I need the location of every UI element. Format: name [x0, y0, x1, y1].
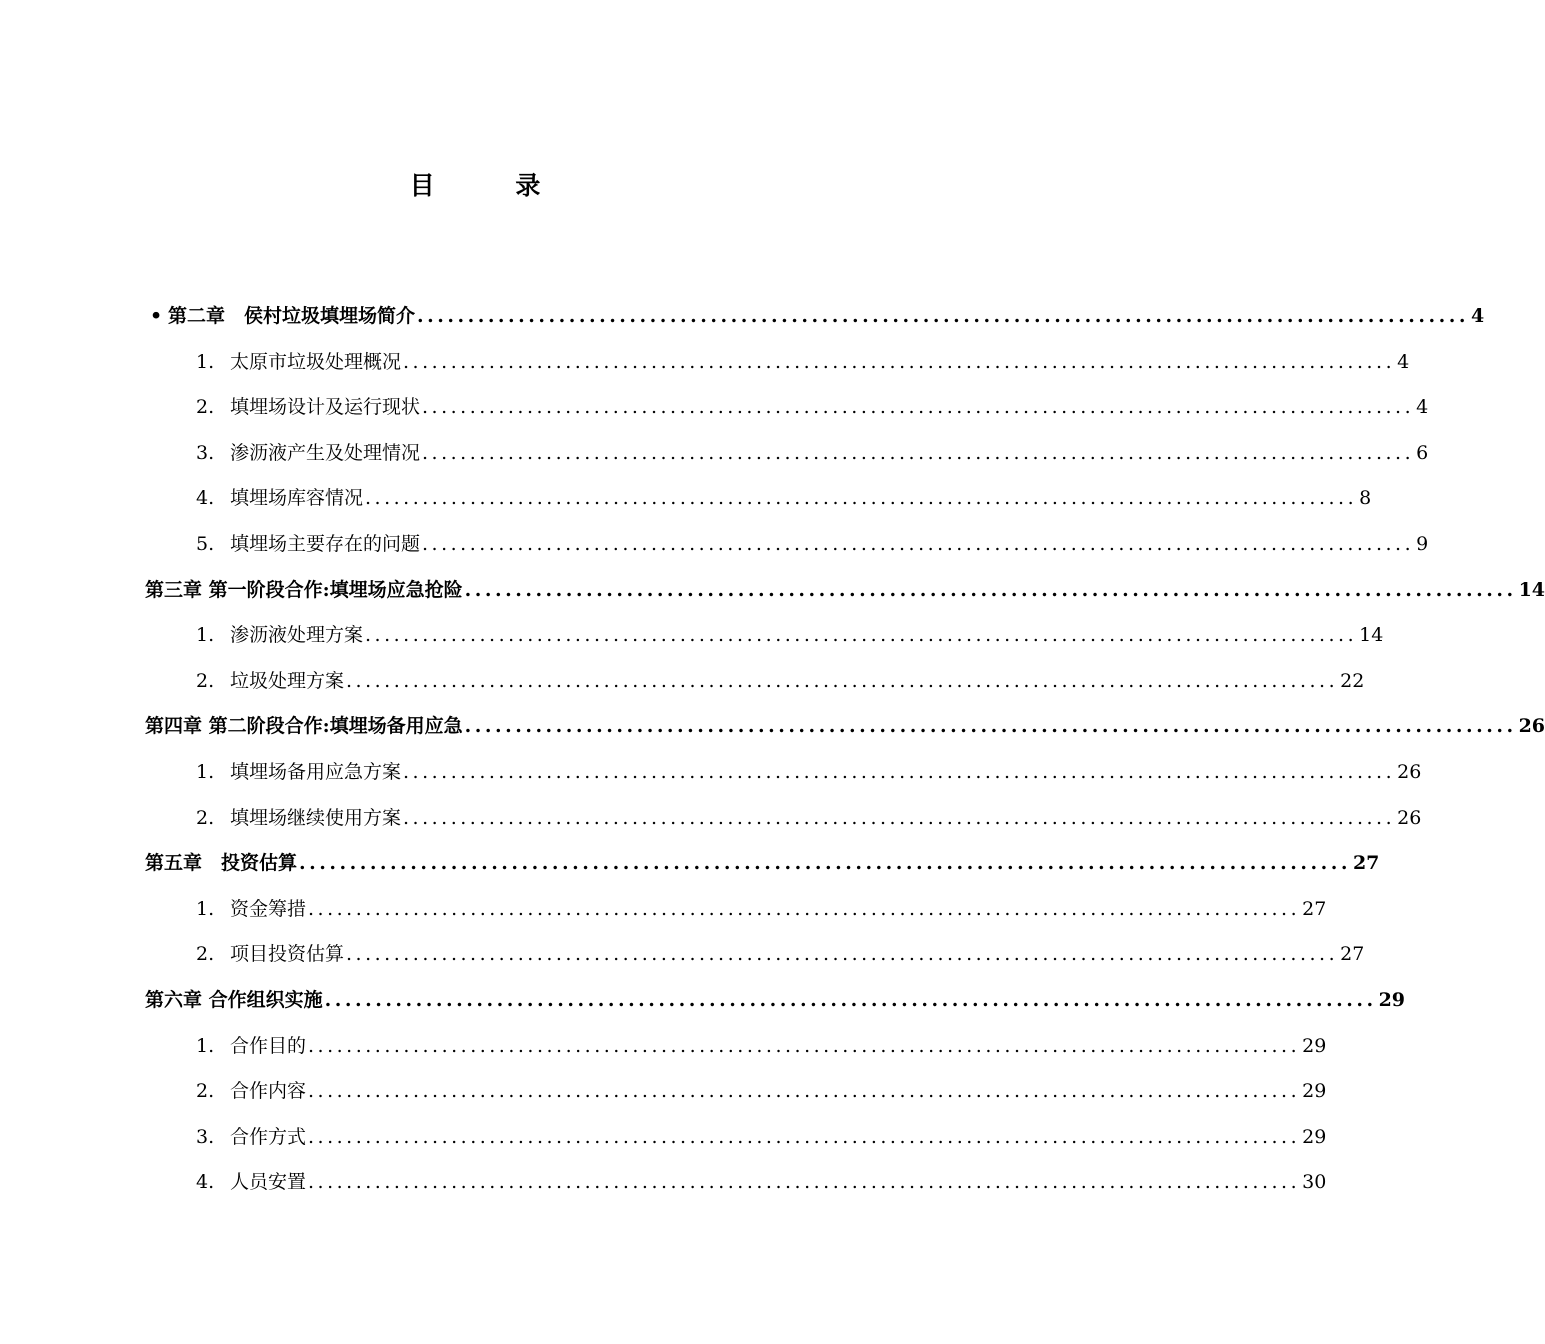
toc-section-3-2[interactable]	[196, 659, 1365, 703]
dot-leader: ........................................................................................................	[308, 1171, 1301, 1194]
dot-leader: ........................................................................................................	[308, 1080, 1301, 1103]
dot-leader: ........................................................................................................	[365, 624, 1358, 647]
toc-page-number: 14	[1518, 578, 1545, 601]
toc-section-number: 2.	[196, 1080, 215, 1103]
toc-chapter-4[interactable]	[145, 704, 1545, 748]
toc-section-2-4[interactable]	[196, 476, 1372, 520]
toc-section-number: 5.	[196, 533, 215, 555]
dot-leader: ........................................................................................................	[324, 989, 1377, 1011]
toc-page-number: 29	[1302, 1080, 1327, 1103]
toc-section-6-2[interactable]	[196, 1069, 1327, 1113]
toc-section-number: 4.	[196, 487, 215, 510]
toc-section-4-1[interactable]	[196, 750, 1422, 794]
toc-page-number: 6	[1416, 441, 1429, 464]
toc-section-2-5[interactable]	[196, 522, 1429, 566]
toc-page-number: 27	[1352, 852, 1380, 875]
toc-page-number: 29	[1378, 989, 1406, 1011]
toc-section-number: 1.	[196, 624, 215, 647]
toc-chapter-2[interactable]	[150, 294, 1485, 338]
dot-leader: ........................................................................................................	[308, 1034, 1301, 1057]
toc-page-number: 30	[1302, 1171, 1327, 1194]
toc-label: 第六章 合作组织实施	[145, 989, 323, 1011]
toc-page-number: 29	[1302, 1034, 1327, 1057]
toc-section-number: 2.	[196, 669, 215, 692]
toc-label: 第二章 侯村垃圾填埋场简介	[168, 305, 416, 327]
toc-page-number: 9	[1416, 533, 1429, 555]
toc-page-number: 26	[1397, 761, 1422, 783]
toc-label: 项目投资估算	[230, 943, 345, 966]
dot-leader: ........................................................................................................	[422, 441, 1415, 464]
toc-page-number: 4	[1470, 305, 1485, 327]
toc-section-number: 3.	[196, 441, 215, 464]
page-title: 目 录	[409, 171, 577, 200]
toc-label: 太原市垃圾处理概况	[230, 350, 402, 373]
toc-label: 渗沥液处理方案	[230, 624, 364, 647]
toc-section-2-1[interactable]	[196, 340, 1410, 384]
dot-leader: ........................................................................................................	[346, 943, 1339, 966]
toc-page-number: 27	[1302, 897, 1327, 920]
toc-label: 垃圾处理方案	[230, 669, 345, 692]
toc-label: 合作内容	[230, 1080, 307, 1103]
toc-section-number: 2.	[196, 943, 215, 966]
toc-page-number: 4	[1416, 396, 1429, 419]
toc-page-number: 26	[1518, 715, 1545, 738]
dot-leader: ........................................................................................................	[417, 305, 1469, 327]
toc-section-6-1[interactable]	[196, 1024, 1327, 1068]
dot-leader: ........................................................................................................	[403, 806, 1396, 829]
toc-section-number: 1.	[196, 1034, 215, 1057]
toc-label: 人员安置	[230, 1171, 307, 1194]
toc-label: 填埋场设计及运行现状	[230, 396, 421, 419]
toc-page-number: 29	[1302, 1125, 1327, 1148]
toc-label: 第四章 第二阶段合作:填埋场备用应急	[145, 715, 463, 738]
bullet-icon: •	[150, 305, 163, 327]
toc-label: 填埋场主要存在的问题	[230, 533, 421, 555]
toc-page-number: 27	[1340, 943, 1365, 966]
toc-section-2-2[interactable]	[196, 385, 1429, 429]
toc-section-number: 1.	[196, 761, 215, 783]
toc-section-number: 1.	[196, 350, 215, 373]
toc-section-3-1[interactable]	[196, 613, 1384, 657]
toc-section-number: 2.	[196, 396, 215, 419]
toc-page-number: 8	[1359, 487, 1372, 510]
toc-chapter-3[interactable]	[145, 568, 1545, 612]
toc-page-number: 4	[1397, 350, 1410, 373]
toc-label: 资金筹措	[230, 897, 307, 920]
dot-leader: ........................................................................................................	[346, 669, 1339, 692]
toc-label: 合作方式	[230, 1125, 307, 1148]
toc-page-number: 22	[1340, 669, 1365, 692]
toc-chapter-5[interactable]	[145, 841, 1380, 885]
toc-section-number: 1.	[196, 897, 215, 920]
dot-leader: ........................................................................................................	[422, 533, 1415, 555]
toc-section-number: 3.	[196, 1125, 215, 1148]
toc-section-6-3[interactable]	[196, 1115, 1327, 1159]
dot-leader: ........................................................................................................	[464, 715, 1517, 738]
toc-section-number: 4.	[196, 1171, 215, 1194]
toc-section-5-2[interactable]	[196, 932, 1365, 976]
dot-leader: ........................................................................................................	[308, 1125, 1301, 1148]
dot-leader: ........................................................................................................	[403, 350, 1396, 373]
dot-leader: ........................................................................................................	[299, 852, 1351, 875]
toc-chapter-6[interactable]	[145, 978, 1406, 1022]
toc-label: 渗沥液产生及处理情况	[230, 441, 421, 464]
toc-section-4-2[interactable]	[196, 796, 1422, 840]
dot-leader: ........................................................................................................	[365, 487, 1358, 510]
toc-label: 填埋场备用应急方案	[230, 761, 402, 783]
toc-label: 填埋场继续使用方案	[230, 806, 402, 829]
dot-leader: ........................................................................................................	[464, 578, 1517, 601]
dot-leader: ........................................................................................................	[308, 897, 1301, 920]
toc-section-5-1[interactable]	[196, 887, 1327, 931]
dot-leader: ........................................................................................................	[403, 761, 1396, 783]
toc-label: 合作目的	[230, 1034, 307, 1057]
toc-section-2-3[interactable]	[196, 431, 1429, 475]
toc-section-number: 2.	[196, 806, 215, 829]
toc-label: 第五章 投资估算	[145, 852, 298, 875]
toc-label: 填埋场库容情况	[230, 487, 364, 510]
toc-page-number: 26	[1397, 806, 1422, 829]
toc-page-number: 14	[1359, 624, 1384, 647]
toc-section-6-4[interactable]	[196, 1160, 1327, 1204]
dot-leader: ........................................................................................................	[422, 396, 1415, 419]
toc-label: 第三章 第一阶段合作:填埋场应急抢险	[145, 578, 463, 601]
